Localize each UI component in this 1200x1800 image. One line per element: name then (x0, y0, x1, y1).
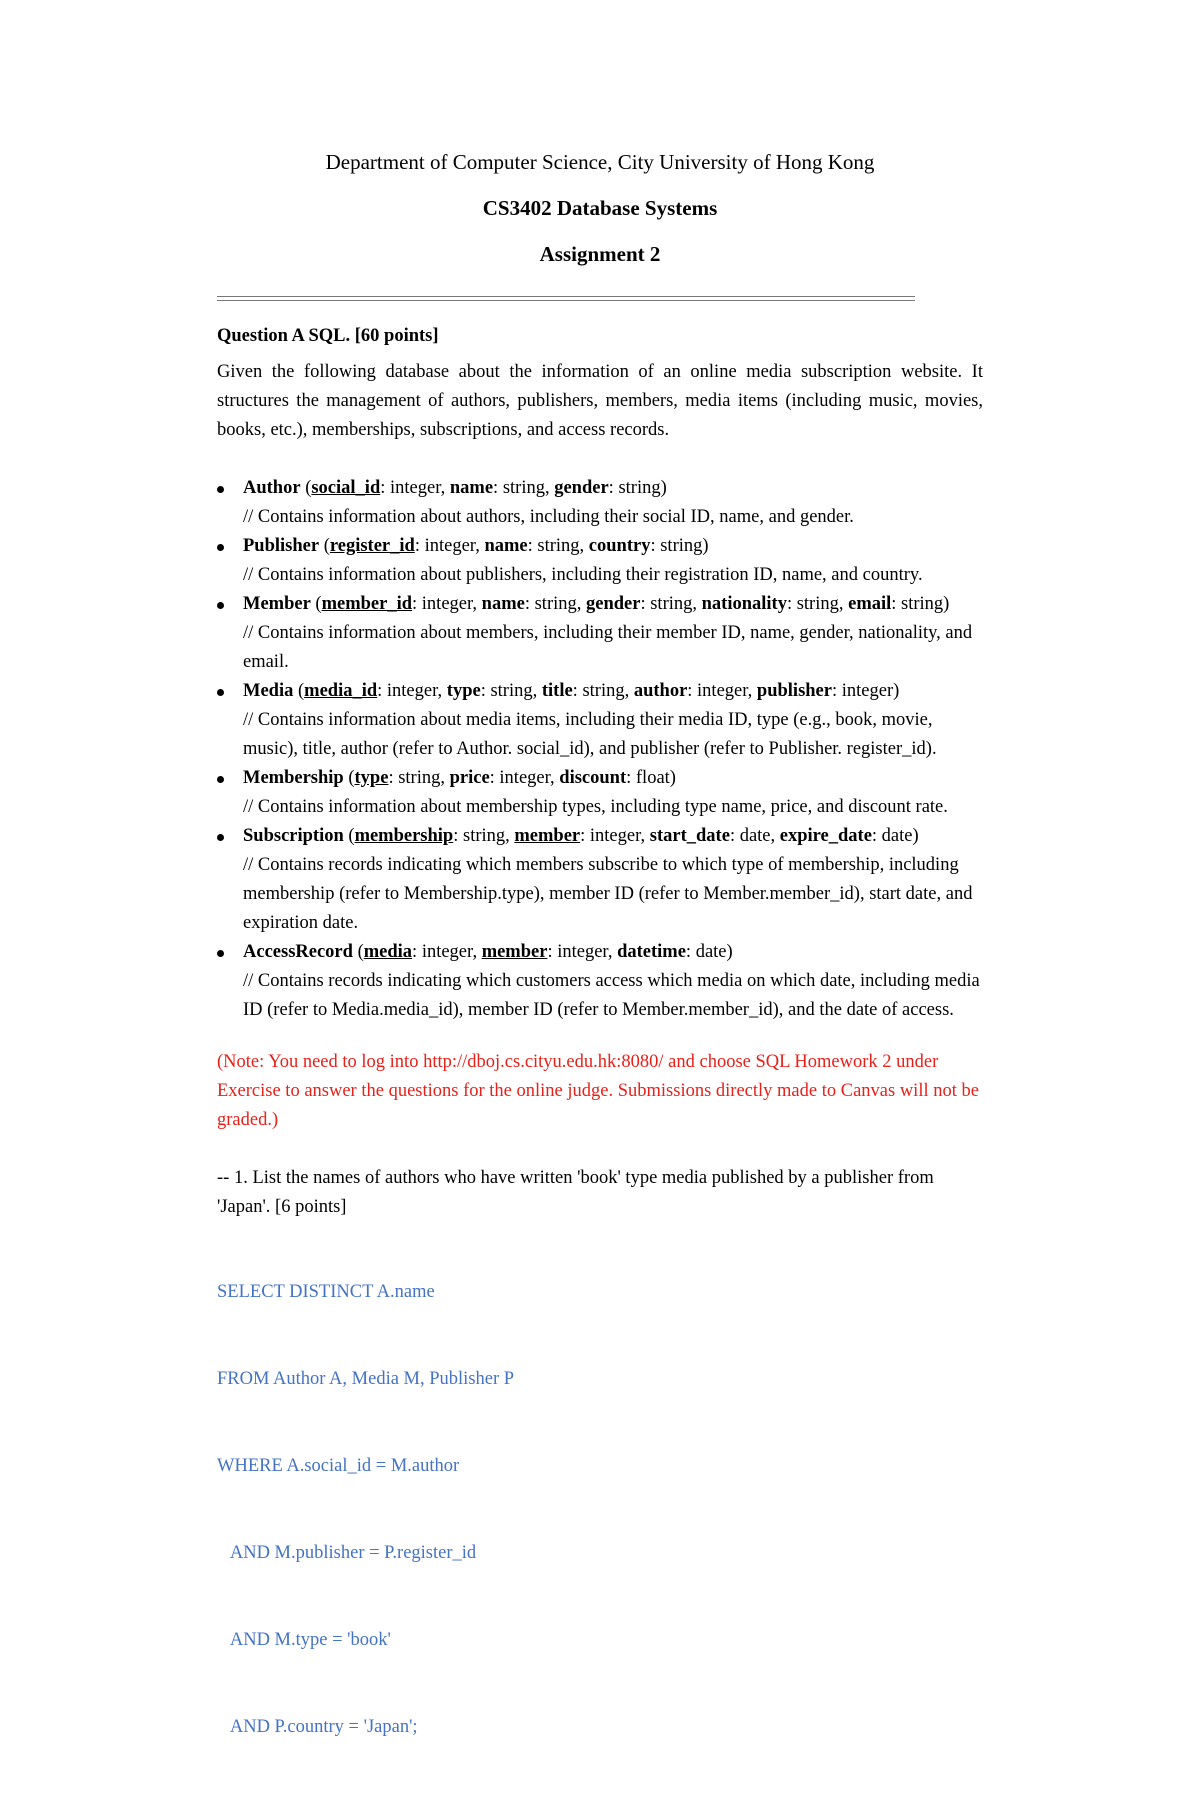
key-attribute: membership (354, 826, 454, 846)
attribute-type: string (502, 478, 545, 498)
attribute-name: type (446, 681, 481, 701)
attribute-name: name (484, 536, 528, 556)
attribute-type: string (901, 594, 944, 614)
attribute-name: publisher (756, 681, 832, 701)
attribute-type: string (534, 594, 577, 614)
table-comment: // Contains records indicating which customers access which media on which date, including media ID (refer to Media.media_id), member ID (refer to Member.member_id), and the date of access. (243, 971, 980, 1020)
table-name: Media (243, 681, 294, 701)
attribute-name: discount (559, 768, 627, 788)
attribute-name: nationality (701, 594, 787, 614)
table-comment: // Contains information about membership types, including type name, price, and discount rate. (243, 797, 948, 817)
sql-line: AND M.type = 'book' (217, 1630, 391, 1650)
schema-item-author: Author (social_id: integer, name: string, gender: string) // Contains information about authors, including their social ID, name, and gender. (217, 474, 983, 532)
question-1-prompt: -- 1. List the names of authors who have written 'book' type media published by a publisher from 'Japan'. [6 points] (217, 1168, 934, 1217)
table-comment: // Contains information about media items, including their media ID, type (e.g., book, movie, music), title, author (refer to Author. social_id), and publisher (refer to Publisher. register_id). (243, 710, 937, 759)
attribute-type: integer (841, 681, 894, 701)
divider-top (217, 296, 915, 297)
attribute-type: string (618, 478, 661, 498)
schema-item-media: Media (media_id: integer, type: string, title: string, author: integer, publisher: integer) // Contains information about media items, including their media ID, type (e.g., book, movie, music), title, author (refer to Author. social_id), and publisher (refer to Publisher. register_id). (217, 677, 983, 764)
attribute-name: name (449, 478, 494, 498)
table-comment: // Contains information about authors, including their social ID, name, and gender. (243, 507, 854, 527)
attribute-name: gender (586, 594, 641, 614)
attribute-name: gender (554, 478, 609, 498)
sql-line: WHERE A.social_id = M.author (217, 1456, 460, 1476)
table-name: Publisher (243, 536, 320, 556)
attribute-type: integer (697, 681, 748, 701)
attribute-type: integer (424, 536, 476, 556)
assignment-title: Assignment 2 (539, 242, 661, 266)
attribute-type: integer (557, 942, 608, 962)
schema-item-member: Member (member_id: integer, name: string, gender: string, nationality: string, email: string) // Contains information about members, including their member ID, name, gender, nationality, and email. (217, 590, 983, 677)
schema-item-membership: Membership (type: string, price: integer, discount: float) // Contains information about membership types, including type name, price, and discount rate. (217, 764, 983, 822)
key-attribute: social_id (311, 478, 381, 498)
attribute-name: datetime (617, 942, 686, 962)
attribute-type: string (650, 594, 693, 614)
attribute-type: integer (390, 478, 441, 498)
attribute-name: title (541, 681, 573, 701)
table-comment: // Contains records indicating which members subscribe to which type of membership, including membership (refer to Membership.type), member ID (refer to Member.member_id), start date, and expiration date. (243, 855, 973, 933)
table-name: Subscription (243, 826, 344, 846)
attribute-type: integer (499, 768, 551, 788)
attribute-type: string (463, 826, 506, 846)
table-name: Author (243, 478, 301, 498)
attribute-name: author (633, 681, 688, 701)
schema-item-subscription: Subscription (membership: string, member: integer, start_date: date, expire_date: date) // Contains records indicating which members subscribe to which type of membership, including membership (refer to Membership.type), member ID (refer to Member.member_id), start date, and expiration date. (217, 822, 983, 938)
divider-bottom (217, 300, 915, 301)
department-heading: Department of Computer Science, City University of Hong Kong (325, 150, 875, 174)
attribute-type: string (490, 681, 533, 701)
attribute-type: string (582, 681, 625, 701)
attribute-type: string (537, 536, 580, 556)
attribute-type: string (796, 594, 839, 614)
attribute-name: expire_date (779, 826, 872, 846)
table-comment: // Contains information about members, including their member ID, name, gender, nationality, and email. (243, 623, 973, 672)
attribute-type: integer (421, 942, 473, 962)
question-1-sql (217, 1220, 983, 1800)
question-title: Question A SQL. [60 points] (217, 326, 439, 346)
attribute-type: date (739, 826, 771, 846)
table-comment: // Contains information about publishers, including their registration ID, name, and country. (243, 565, 923, 585)
attribute-type: date (881, 826, 913, 846)
sql-line: AND P.country = 'Japan'; (217, 1717, 418, 1737)
attribute-name: start_date (649, 826, 730, 846)
schema-item-publisher: Publisher (register_id: integer, name: string, country: string) // Contains information about publishers, including their registration ID, name, and country. (217, 532, 983, 590)
table-name: Membership (243, 768, 344, 788)
key-attribute: member (481, 942, 548, 962)
key-attribute: type (354, 768, 389, 788)
course-title: CS3402 Database Systems (482, 196, 718, 220)
table-name: Member (243, 594, 311, 614)
attribute-name: price (449, 768, 490, 788)
key-attribute: member_id (321, 594, 413, 614)
schema-item-accessrecord: AccessRecord (media: integer, member: integer, datetime: date) // Contains records indicating which customers access which media on which date, including media ID (refer to Media.media_id), member ID (refer to Member.member_id), and the date of access. (217, 938, 983, 1025)
attribute-name: name (481, 594, 525, 614)
attribute-type: date (695, 942, 727, 962)
attribute-type: integer (386, 681, 438, 701)
attribute-type: integer (421, 594, 473, 614)
attribute-type: string (660, 536, 703, 556)
attribute-type: float (635, 768, 670, 788)
attribute-type: integer (589, 826, 641, 846)
schema-list (217, 474, 983, 1025)
sql-line: FROM Author A, Media M, Publisher P (217, 1369, 515, 1389)
key-attribute: member (514, 826, 581, 846)
table-name: AccessRecord (243, 942, 353, 962)
submission-note: (Note: You need to log into http://dboj.cs.cityu.edu.hk:8080/ and choose SQL Homework 2 under Exercise to answer the questions for the online judge. Submissions directly made to Canvas will not be graded.) (217, 1052, 979, 1130)
key-attribute: register_id (329, 536, 415, 556)
key-attribute: media_id (304, 681, 378, 701)
sql-line: SELECT DISTINCT A.name (217, 1282, 435, 1302)
key-attribute: media (363, 942, 413, 962)
sql-line: AND M.publisher = P.register_id (217, 1543, 477, 1563)
attribute-type: string (398, 768, 441, 788)
question-intro: Given the following database about the information of an online media subscription website. It structures the management of authors, publishers, members, media items (including music, movies, books, etc.), memberships, subscriptions, and access records. (217, 362, 983, 440)
attribute-name: email (848, 594, 892, 614)
attribute-name: country (588, 536, 651, 556)
